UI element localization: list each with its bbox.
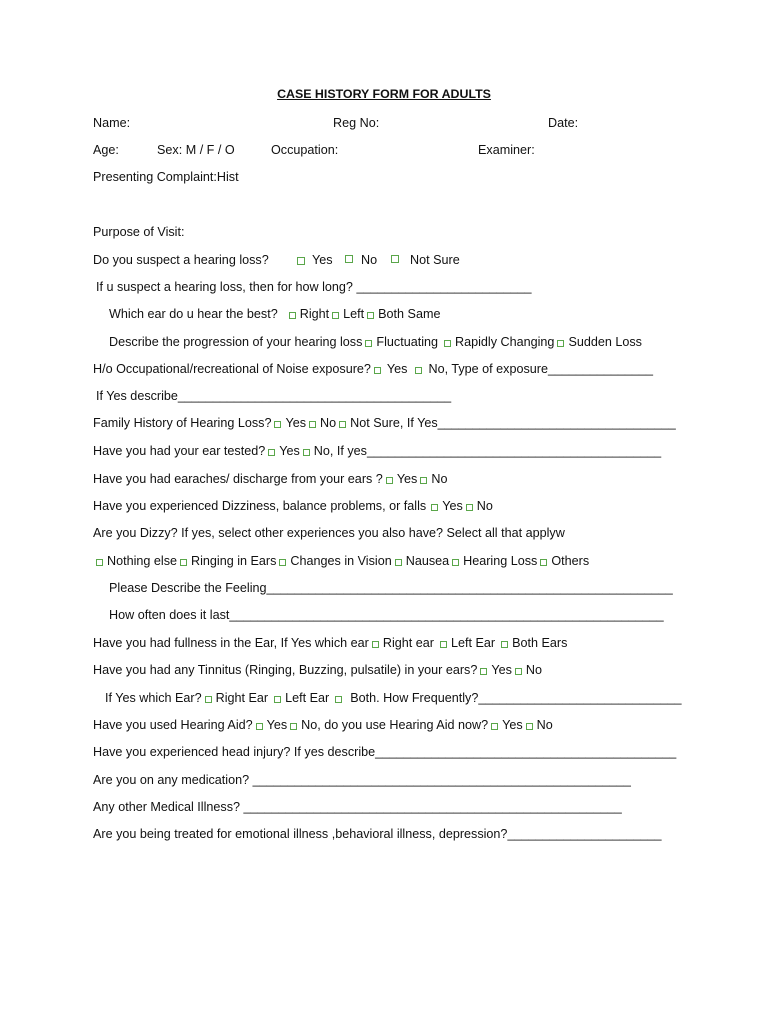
purpose-of-visit-label: Purpose of Visit: bbox=[93, 225, 185, 239]
dizzy-vision-label: Changes in Vision bbox=[290, 554, 392, 568]
dizzy-others-label: Others bbox=[551, 554, 590, 568]
which-ear-right-checkbox[interactable] bbox=[289, 312, 296, 319]
emotional-blank[interactable]: ______________________ bbox=[507, 827, 662, 841]
dizzy-hearing-checkbox[interactable] bbox=[452, 559, 459, 566]
hearing-loss-yes-checkbox[interactable] bbox=[297, 257, 305, 265]
noise-yes-checkbox[interactable] bbox=[374, 367, 381, 374]
which-ear-left-label: Left bbox=[343, 307, 365, 321]
q-describe-feeling-text: Please Describe the Feeling bbox=[109, 581, 267, 595]
presenting-complaint-label: Presenting Complaint:Hist bbox=[93, 170, 239, 184]
fullness-both-checkbox[interactable] bbox=[501, 641, 508, 648]
examiner-label: Examiner: bbox=[478, 143, 535, 157]
dizzy-nausea-label: Nausea bbox=[405, 554, 450, 568]
tinnitus-yes-label: Yes bbox=[491, 663, 512, 677]
dizzy-hearing-label: Hearing Loss bbox=[463, 554, 538, 568]
q-progression-text: Describe the progression of your hearing loss bbox=[109, 335, 363, 349]
noise-no-checkbox[interactable] bbox=[415, 367, 422, 374]
q-dizziness-row bbox=[93, 497, 493, 515]
dizzy-nothing-checkbox[interactable] bbox=[96, 559, 103, 566]
tested-yes-checkbox[interactable] bbox=[268, 449, 275, 456]
tinnitus-right-label: Right Ear bbox=[215, 691, 269, 705]
q-earaches-text: Have you had earaches/ discharge from your ears ? bbox=[93, 472, 383, 486]
q-hearing-aid-text: Have you used Hearing Aid? bbox=[93, 718, 253, 732]
progression-rapid-checkbox[interactable] bbox=[444, 340, 451, 347]
dizzy-nothing-label: Nothing else bbox=[107, 554, 178, 568]
q-noise-text: H/o Occupational/recreational of Noise exposure? bbox=[93, 362, 371, 376]
q-emotional-text: Are you being treated for emotional illness ,behavioral illness, depression? bbox=[93, 827, 508, 841]
q-tinnitus-text: Have you had any Tinnitus (Ringing, Buzzing, pulsatile) in your ears? bbox=[93, 663, 478, 677]
tinnitus-frequency-blank[interactable]: _____________________________ bbox=[478, 691, 682, 705]
sex-label: Sex: M / F / O bbox=[157, 143, 235, 157]
progression-rapid-label: Rapidly Changing bbox=[455, 335, 555, 349]
hearing-aid-no-label: No, do you use Hearing Aid now? bbox=[301, 718, 489, 732]
q-family-row bbox=[93, 414, 676, 432]
fullness-left-checkbox[interactable] bbox=[440, 641, 447, 648]
q-head-injury-text: Have you experienced head injury? If yes describe bbox=[93, 745, 376, 759]
q-medication-row bbox=[93, 771, 631, 789]
q-which-ear-text: Which ear do u hear the best? bbox=[109, 307, 278, 321]
family-not-sure-checkbox[interactable] bbox=[339, 421, 346, 428]
q-tested-text: Have you had your ear tested? bbox=[93, 444, 266, 458]
dizzy-nausea-checkbox[interactable] bbox=[395, 559, 402, 566]
progression-sudden-label: Sudden Loss bbox=[568, 335, 642, 349]
dizziness-yes-label: Yes bbox=[442, 499, 463, 513]
date-label: Date: bbox=[548, 116, 579, 130]
hearing-loss-not-sure-label: Not Sure bbox=[410, 253, 460, 267]
tested-no-label: No, If yes bbox=[313, 444, 367, 458]
name-label: Name: bbox=[93, 116, 131, 130]
medical-illness-blank[interactable]: ______________________________________________________ bbox=[243, 800, 622, 814]
hearing-aid-now-yes-checkbox[interactable] bbox=[491, 723, 498, 730]
q-fullness-row bbox=[93, 634, 567, 652]
dizzy-ringing-label: Ringing in Ears bbox=[191, 554, 277, 568]
hearing-aid-now-yes-label: Yes bbox=[502, 718, 523, 732]
occupation-label: Occupation: bbox=[271, 143, 339, 157]
q-if-yes-describe-text: If Yes describe bbox=[96, 389, 178, 403]
describe-feeling-blank[interactable]: __________________________________________________________ bbox=[266, 581, 673, 595]
head-injury-blank[interactable]: ___________________________________________ bbox=[375, 745, 677, 759]
family-blank[interactable]: __________________________________ bbox=[437, 416, 676, 430]
tinnitus-both-checkbox[interactable] bbox=[335, 696, 342, 703]
q-dizzy-text: Are you Dizzy? If yes, select other experiences you also have? Select all that applyw bbox=[93, 526, 565, 540]
tinnitus-yes-checkbox[interactable] bbox=[480, 668, 487, 675]
tinnitus-left-label: Left Ear bbox=[285, 691, 330, 705]
q-how-long-row bbox=[96, 278, 532, 296]
family-no-checkbox[interactable] bbox=[309, 421, 316, 428]
tested-yes-label: Yes bbox=[279, 444, 300, 458]
family-yes-label: Yes bbox=[285, 416, 307, 430]
hearing-aid-yes-label: Yes bbox=[266, 718, 288, 732]
which-ear-right-label: Right bbox=[299, 307, 330, 321]
fullness-right-label: Right ear bbox=[382, 636, 434, 650]
q-tinnitus-row bbox=[93, 661, 542, 679]
tinnitus-both-label: Both. How Frequently? bbox=[350, 691, 479, 705]
family-yes-checkbox[interactable] bbox=[274, 421, 281, 428]
how-often-blank[interactable]: ______________________________________________________________ bbox=[229, 608, 664, 622]
which-ear-both-label: Both Same bbox=[378, 307, 441, 321]
which-ear-left-checkbox[interactable] bbox=[332, 312, 339, 319]
q-dizzy-row bbox=[93, 524, 565, 542]
hearing-loss-not-sure-checkbox[interactable] bbox=[391, 255, 399, 263]
dizzy-options-row bbox=[93, 552, 589, 570]
q-tinnitus-which-text: If Yes which Ear? bbox=[105, 691, 202, 705]
tinnitus-right-checkbox[interactable] bbox=[205, 696, 212, 703]
tested-no-checkbox[interactable] bbox=[303, 449, 310, 456]
q-hearing-aid-row bbox=[93, 716, 553, 734]
q-how-often-text: How often does it last bbox=[109, 608, 230, 622]
noise-yes-label: Yes bbox=[386, 362, 408, 376]
q-how-long-text: If u suspect a hearing loss, then for how long? bbox=[96, 280, 357, 294]
if-yes-describe-blank[interactable]: _______________________________________ bbox=[177, 389, 452, 403]
tinnitus-no-checkbox[interactable] bbox=[515, 668, 522, 675]
hearing-aid-now-no-checkbox[interactable] bbox=[526, 723, 533, 730]
q-head-injury-row bbox=[93, 743, 676, 761]
q-noise-row bbox=[93, 360, 653, 378]
progression-fluctuating-label: Fluctuating bbox=[376, 335, 439, 349]
noise-type-blank[interactable]: _______________ bbox=[547, 362, 654, 376]
earaches-no-label: No bbox=[431, 472, 448, 486]
age-label: Age: bbox=[93, 143, 119, 157]
hearing-aid-now-no-label: No bbox=[536, 718, 553, 732]
fullness-left-label: Left Ear bbox=[450, 636, 496, 650]
q-if-yes-describe-row bbox=[96, 387, 451, 405]
which-ear-both-checkbox[interactable] bbox=[367, 312, 374, 319]
earaches-yes-checkbox[interactable] bbox=[386, 477, 393, 484]
q-which-ear-row bbox=[109, 305, 440, 323]
progression-fluctuating-checkbox[interactable] bbox=[365, 340, 372, 347]
tinnitus-no-label: No bbox=[525, 663, 542, 677]
fullness-both-label: Both Ears bbox=[512, 636, 568, 650]
hearing-loss-no-checkbox[interactable] bbox=[345, 255, 353, 263]
q-earaches-row bbox=[93, 470, 447, 488]
hearing-loss-yes-label: Yes bbox=[312, 253, 333, 267]
q-emotional-row bbox=[93, 825, 662, 843]
dizzy-ringing-checkbox[interactable] bbox=[180, 559, 187, 566]
fullness-right-checkbox[interactable] bbox=[372, 641, 379, 648]
reg-no-label: Reg No: bbox=[333, 116, 380, 130]
hearing-aid-no-checkbox[interactable] bbox=[290, 723, 297, 730]
q-family-text: Family History of Hearing Loss? bbox=[93, 416, 272, 430]
form-title: CASE HISTORY FORM FOR ADULTS bbox=[277, 87, 491, 101]
family-no-label: No bbox=[320, 416, 337, 430]
dizzy-vision-checkbox[interactable] bbox=[279, 559, 286, 566]
q-tested-row bbox=[93, 442, 661, 460]
dizziness-yes-checkbox[interactable] bbox=[431, 504, 438, 511]
hearing-loss-no-label: No bbox=[361, 253, 378, 267]
family-not-sure-label: Not Sure, If Yes bbox=[350, 416, 438, 430]
dizziness-no-label: No bbox=[476, 499, 493, 513]
q-medication-text: Are you on any medication? bbox=[93, 773, 253, 787]
tested-blank[interactable]: __________________________________________ bbox=[366, 444, 662, 458]
q-how-often-row bbox=[109, 606, 664, 624]
hearing-aid-yes-checkbox[interactable] bbox=[256, 723, 263, 730]
q-tinnitus-which-row bbox=[105, 689, 681, 707]
q-medical-illness-row bbox=[93, 798, 622, 816]
q-progression-row bbox=[109, 333, 642, 351]
earaches-yes-label: Yes bbox=[396, 472, 418, 486]
medication-blank[interactable]: ______________________________________________________ bbox=[252, 773, 631, 787]
q-medical-illness-text: Any other Medical Illness? bbox=[93, 800, 244, 814]
q-describe-feeling-row bbox=[109, 579, 673, 597]
how-long-blank[interactable]: _________________________ bbox=[356, 280, 532, 294]
q-fullness-text: Have you had fullness in the Ear, If Yes which ear bbox=[93, 636, 369, 650]
dizzy-others-checkbox[interactable] bbox=[540, 559, 547, 566]
q-hearing-loss-text: Do you suspect a hearing loss? bbox=[93, 253, 269, 267]
tinnitus-left-checkbox[interactable] bbox=[274, 696, 281, 703]
q-dizziness-text: Have you experienced Dizziness, balance problems, or falls bbox=[93, 499, 427, 513]
earaches-no-checkbox[interactable] bbox=[420, 477, 427, 484]
dizziness-no-checkbox[interactable] bbox=[466, 504, 473, 511]
progression-sudden-checkbox[interactable] bbox=[557, 340, 564, 347]
noise-no-label: No, Type of exposure bbox=[428, 362, 548, 376]
